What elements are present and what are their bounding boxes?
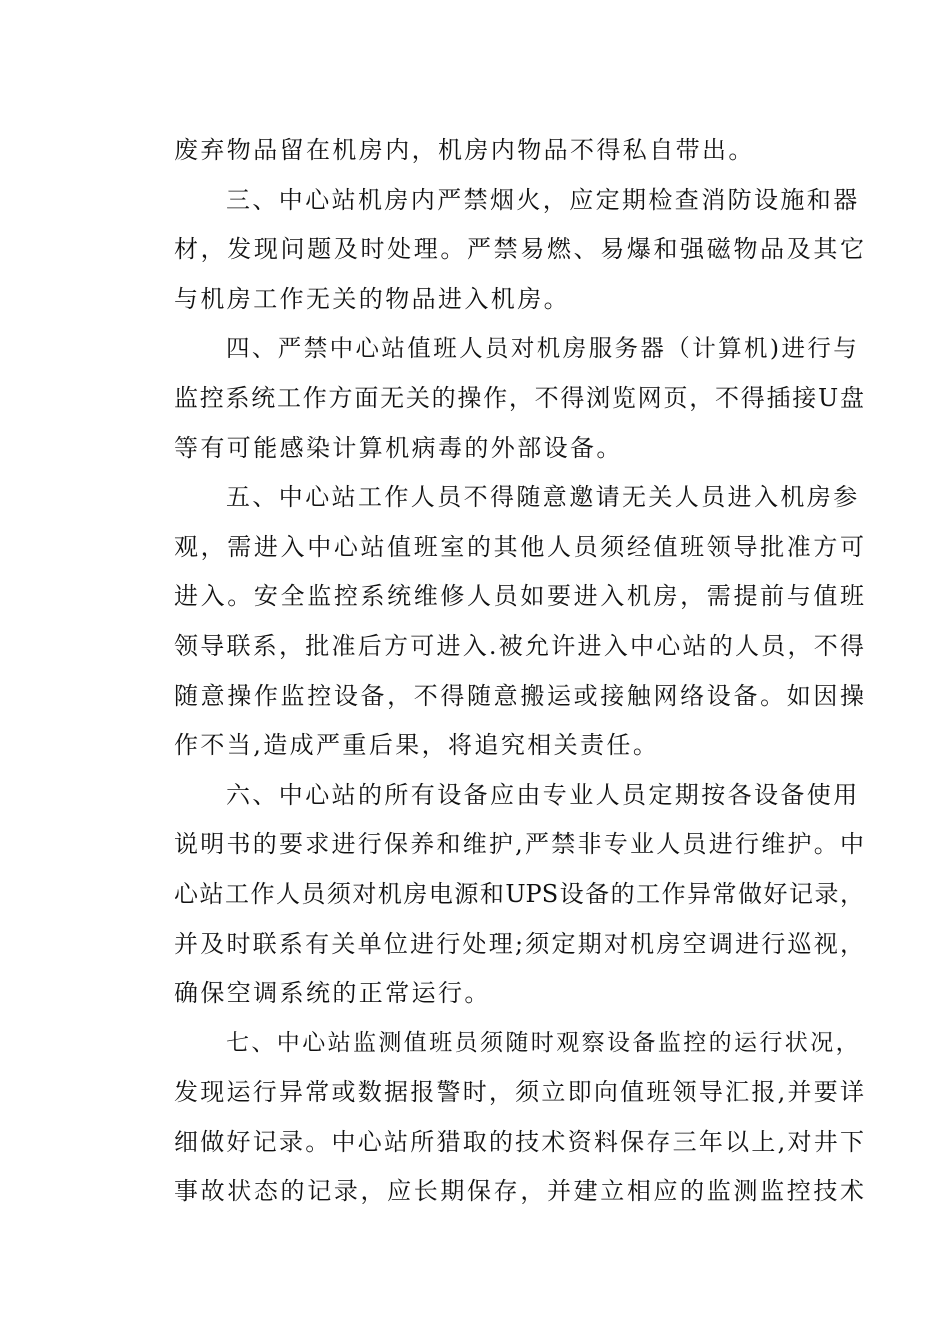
document-body [174,126,864,1217]
text-line: 事故状态的记录，应长期保存，并建立相应的监测监控技术 [174,1177,864,1206]
paragraph-6-start: 六、中心站的所有设备应由专业人员定期按各设备使用 [226,780,860,809]
text-line: 说明书的要求进行保养和维护,严禁非专业人员进行维护。中 [174,830,864,859]
text-line: 确保空调系统的正常运行。 [174,979,491,1008]
text-line: 随意操作监控设备，不得随意搬运或接触网络设备。如因操 [174,681,864,710]
paragraph-4-start: 四、严禁中心站值班人员对机房服务器（计算机)进行与 [226,334,860,363]
text-line: 观，需进入中心站值班室的其他人员须经值班领导批准方可 [174,532,864,561]
text-line: 心站工作人员须对机房电源和UPS设备的工作异常做好记录， [174,879,864,908]
text-line: 与机房工作无关的物品进入机房。 [174,284,570,313]
text-line: 细做好记录。中心站所猎取的技术资料保存三年以上,对井下 [174,1127,864,1156]
text-line: 废弃物品留在机房内，机房内物品不得私自带出。 [174,136,755,164]
text-line: 领导联系，批准后方可进入.被允许进入中心站的人员，不得 [174,631,864,660]
text-line: 进入。安全监控系统维修人员如要进入机房，需提前与值班 [174,582,864,611]
text-line: 等有可能感染计算机病毒的外部设备。 [174,433,623,462]
text-line: 材，发现问题及时处理。严禁易燃、易爆和强磁物品及其它 [174,235,864,264]
text-line: 并及时联系有关单位进行处理;须定期对机房空调进行巡视， [174,929,864,958]
paragraph-7-start: 七、中心站监测值班员须随时观察设备监控的运行状况， [226,1029,861,1056]
text-line: 作不当,造成严重后果，将追究相关责任。 [174,731,660,760]
paragraph-3-start: 三、中心站机房内严禁烟火，应定期检查消防设施和器 [226,185,860,214]
paragraph-5-start: 五、中心站工作人员不得随意邀请无关人员进入机房参 [226,483,860,512]
text-line: 发现运行异常或数据报警时，须立即向值班领导汇报,并要详 [174,1078,864,1107]
text-line: 监控系统工作方面无关的操作，不得浏览网页，不得插接U盘 [174,383,864,412]
